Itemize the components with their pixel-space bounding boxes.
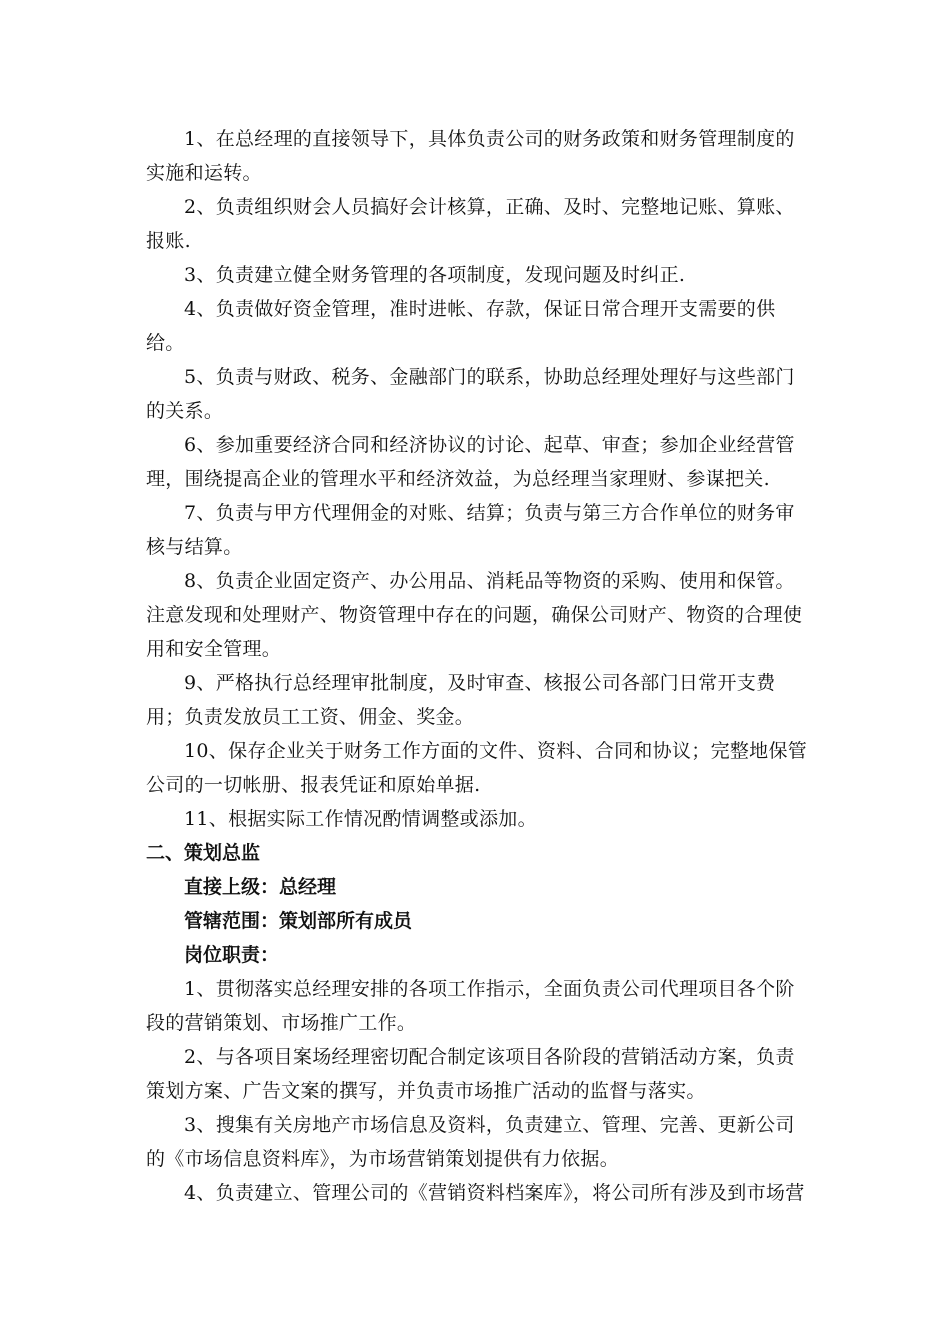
management-scope: 管辖范围：策划部所有成员	[184, 910, 413, 932]
planning-duty-item-2: 2、与各项目案场经理密切配合制定该项目各阶段的营销活动方案，负责策划方案、广告文案的撰写，并负责市场推广活动的监督与落实。	[146, 1046, 795, 1102]
duty-item-7: 7、负责与甲方代理佣金的对账、结算；负责与第三方合作单位的财务审核与结算。	[146, 502, 795, 558]
planning-duty-item-1: 1、贯彻落实总经理安排的各项工作指示，全面负责公司代理项目各个阶段的营销策划、市场推广工作。	[146, 978, 795, 1034]
duty-item-1: 1、在总经理的直接领导下，具体负责公司的财务政策和财务管理制度的实施和运转。	[146, 128, 795, 184]
duty-item-10: 10、保存企业关于财务工作方面的文件、资料、合同和协议；完整地保管公司的一切帐册、报表凭证和原始单据.	[146, 740, 808, 796]
duty-item-3: 3、负责建立健全财务管理的各项制度，发现问题及时纠正.	[184, 264, 686, 286]
duty-item-2: 2、负责组织财会人员搞好会计核算，正确、及时、完整地记账、算账、报账.	[146, 196, 795, 252]
section-heading-planning-director: 二、策划总监	[146, 842, 261, 864]
duty-item-4: 4、负责做好资金管理，准时进帐、存款，保证日常合理开支需要的供给。	[146, 298, 776, 354]
direct-superior: 直接上级：总经理	[184, 876, 337, 898]
duty-item-9: 9、严格执行总经理审批制度，及时审查、核报公司各部门日常开支费用；负责发放员工工资、佣金、奖金。	[146, 672, 776, 728]
duties-label: 岗位职责：	[184, 944, 280, 966]
duty-item-8: 8、负责企业固定资产、办公用品、消耗品等物资的采购、使用和保管。注意发现和处理财产、物资管理中存在的问题，确保公司财产、物资的合理使用和安全管理。	[146, 570, 803, 660]
duty-item-5: 5、负责与财政、税务、金融部门的联系，协助总经理处理好与这些部门的关系。	[146, 366, 795, 422]
document-page	[146, 122, 810, 1210]
planning-duty-item-4: 4、负责建立、管理公司的《营销资料档案库》，将公司所有涉及到市场营	[184, 1182, 805, 1204]
duty-item-6: 6、参加重要经济合同和经济协议的讨论、起草、审查；参加企业经营管理，围绕提高企业的管理水平和经济效益，为总经理当家理财、参谋把关.	[146, 434, 795, 490]
duty-item-11: 11、根据实际工作情况酌情调整或添加。	[184, 808, 537, 830]
planning-duty-item-3: 3、搜集有关房地产市场信息及资料，负责建立、管理、完善、更新公司的《市场信息资料库》，为市场营销策划提供有力依据。	[146, 1114, 795, 1170]
